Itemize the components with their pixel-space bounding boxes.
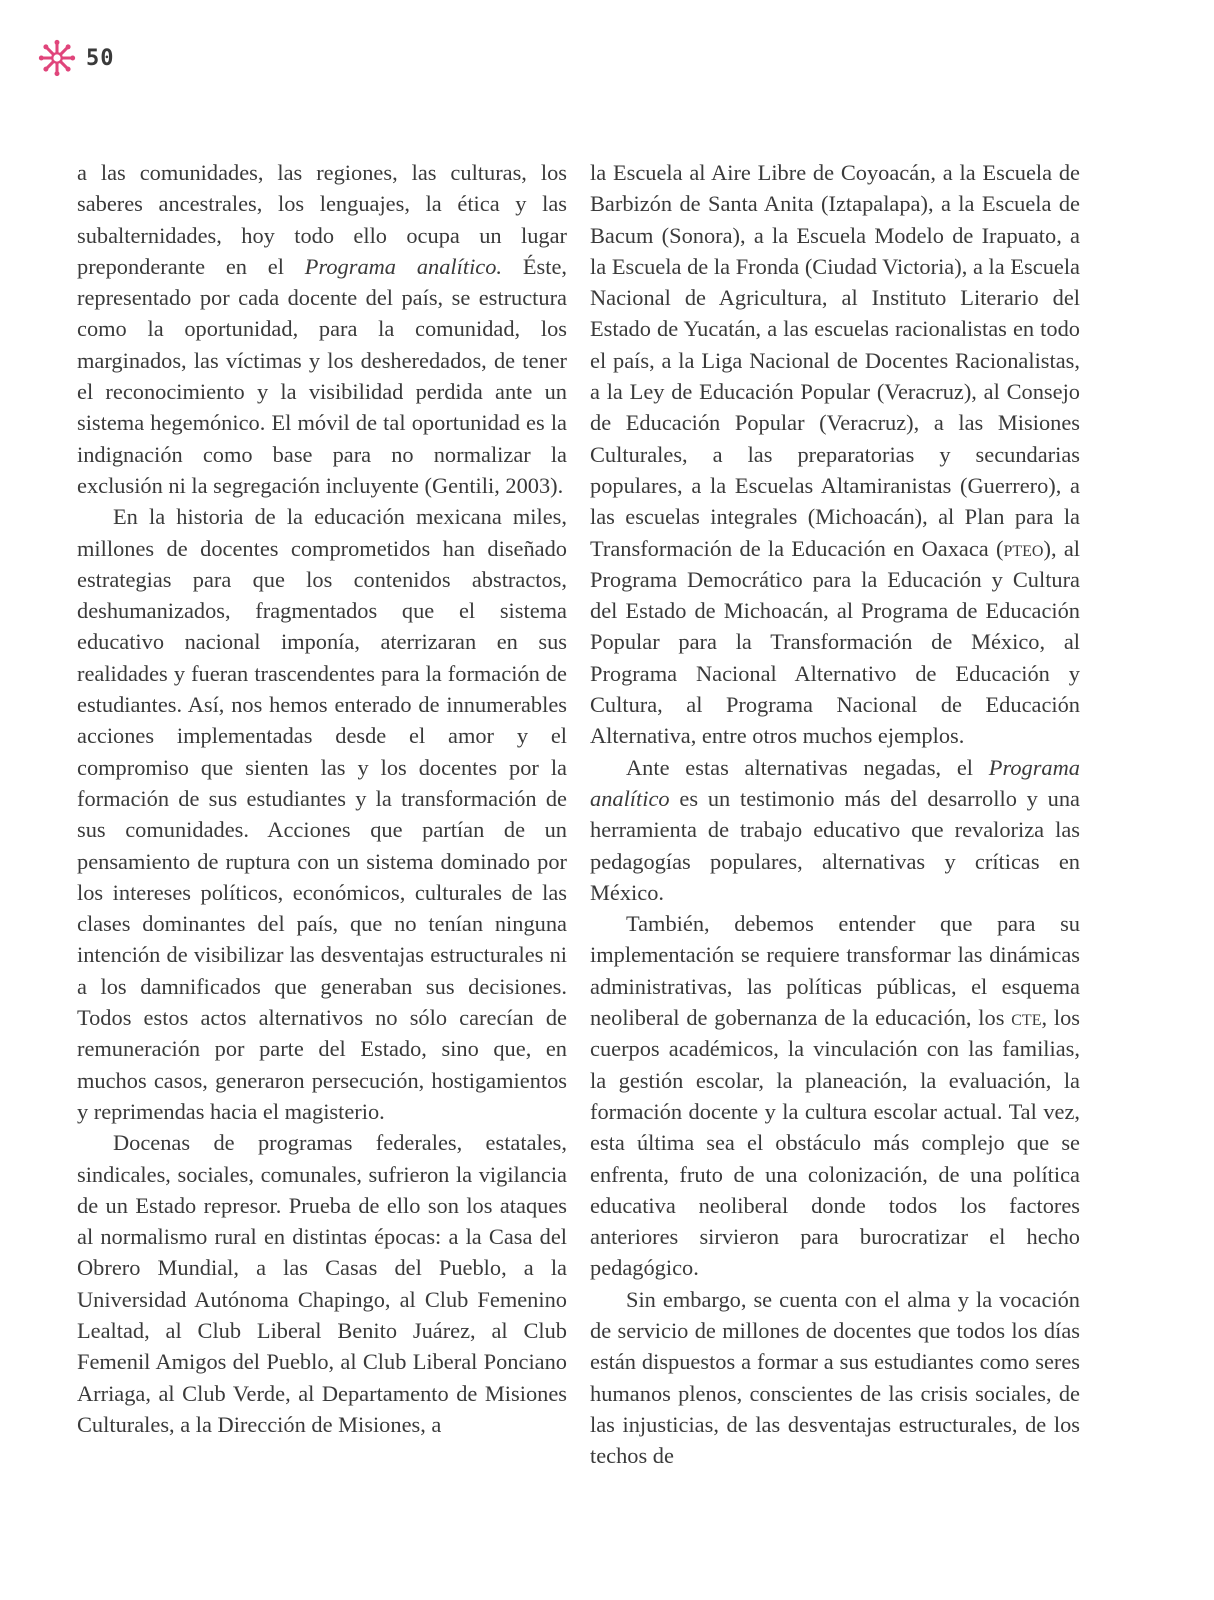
page-number: 50 (86, 45, 115, 71)
acronym: pteo (1003, 535, 1044, 561)
paragraph (590, 908, 1080, 1284)
paragraph-text: ), al Programa Democrático para la Educación y Cultura del Estado de Michoacán, al Programa de Educación Popular para la Transformación de México, al Programa Nacional Alternativo de Educación y Cultura, al Programa Nacional de Educación Alternativa, entre otros muchos ejemplos. (590, 535, 1080, 749)
paragraph (590, 752, 1080, 908)
paragraph-text: la Escuela al Aire Libre de Coyoacán, a la Escuela de Barbizón de Santa Anita (Iztapalapa), a la Escuela de Bacum (Sonora), a la Escuela Modelo de Irapuato, a la Escuela de la Fronda (Ciudad Victoria), a la Escuela Nacional de Agricultura, al Instituto Literario del Estado de Yucatán, a las escuelas racionalistas en todo el país, a la Liga Nacional de Docentes Racionalistas, a la Ley de Educación Popular (Veracruz), al Consejo de Educación Popular (Veracruz), a las Misiones Culturales, a las preparatorias y secundarias populares, a la Escuelas Altamiranistas (Guerrero), a las escuelas integrales (Michoacán), al Plan para la Transformación de la Educación en Oaxaca ( (590, 160, 1080, 561)
paragraph-text: También, debemos entender que para su implementación se requiere transformar las dinámicas administrativas, las políticas públicas, el esquema neoliberal de gobernanza de la educación, los (590, 911, 1080, 1031)
emphasis-program-title: Programa analítico (590, 754, 1080, 811)
paragraph-text: Éste, representado por cada docente del país, se estructura como la oportunidad, para la comunidad, los marginados, las víctimas y los desheredados, de tener el reconocimiento y la visibilidad perdida ante un sistema hegemónico. El móvil de tal oportunidad es la indignación como base para no normalizar la exclusión ni la segregación incluyente (Gentili, 2003). (77, 253, 567, 498)
paragraph-text: a las comunidades, las regiones, las culturas, los saberes ancestrales, los lenguajes, la ética y las subalternidades, hoy todo ello ocupa un lugar preponderante en el (77, 160, 567, 279)
paragraph: En la historia de la educación mexicana miles, millones de docentes comprometidos han diseñado estrategias para que los contenidos abstractos, deshumanizados, fragmentados que el sistema educativo nacional imponía, aterrizaran en sus realidades y fueran trascendentes para la formación de estudiantes. Así, nos hemos enterado de innumerables acciones implementadas desde el amor y el compromiso que sienten las y los docentes por la formación de sus estudiantes y la transformación de sus comunidades. Acciones que partían de un pensamiento de ruptura con un sistema dominado por los intereses políticos, económicos, culturales de las clases dominantes del país, que no tenían ninguna intención de visibilizar las desventajas estructurales ni a los damnificados que generaban sus decisiones. Todos estos actos alternativos no sólo carecían de remuneración por parte del Estado, sino que, en muchos casos, generaron persecución, hostigamientos y reprimendas hacia el magisterio. (77, 504, 567, 1124)
pink-asterisk-flower-icon (38, 39, 76, 77)
paragraph-text: es un testimonio más del desarrollo y una herramienta de trabajo educativo que revaloriza las pedagogías populares, alternativas y críticas en México. (590, 785, 1080, 905)
paragraph: Docenas de programas federales, estatales, sindicales, sociales, comunales, sufrieron la vigilancia de un Estado represor. Prueba de ello son los ataques al normalismo rural en distintas épocas: a la Casa del Obrero Mundial, a las Casas del Pueblo, a la Universidad Autónoma Chapingo, al Club Femenino Lealtad, al Club Liberal Benito Juárez, al Club Femenil Amigos del Pueblo, al Club Liberal Ponciano Arriaga, al Club Verde, al Departamento de Misiones Culturales, a la Dirección de Misiones, a (77, 1130, 567, 1437)
left-column (77, 157, 567, 1440)
right-column (590, 157, 1080, 1471)
paragraph (77, 157, 567, 501)
paragraph: Sin embargo, se cuenta con el alma y la vocación de servicio de millones de docentes que todos los días están dispuestos a formar a sus estudiantes como seres humanos plenos, conscientes de las crisis sociales, de las injusticias, de las desventajas estructurales, de los techos de (590, 1286, 1080, 1469)
paragraph-text: , los cuerpos académicos, la vinculación con las familias, la gestión escolar, la planeación, la evaluación, la formación docente y la cultura escolar actual. Tal vez, esta última sea el obstáculo más complejo que se enfrenta, fruto de una colonización, de una política educativa neoliberal donde todos los factores anteriores sirvieron para burocratizar el hecho pedagógico. (590, 1005, 1081, 1281)
emphasis-program-title: Programa analítico. (304, 253, 503, 279)
acronym: cte (1011, 1005, 1042, 1031)
page-header (38, 38, 115, 78)
paragraph (590, 157, 1080, 752)
paragraph-text: Ante estas alternativas negadas, el (626, 754, 989, 780)
